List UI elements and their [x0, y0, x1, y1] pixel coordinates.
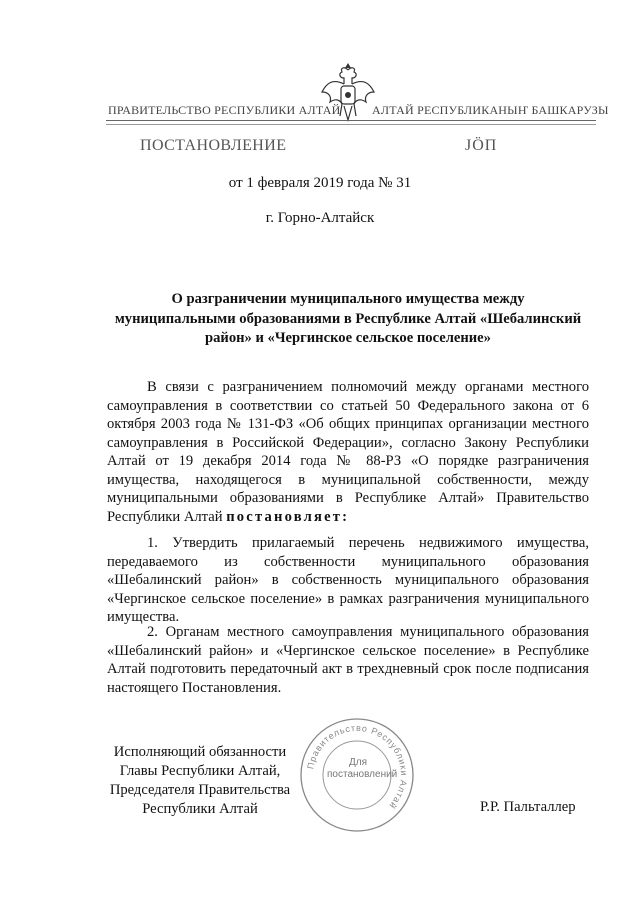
resolves-emphasis: постановляет:	[226, 508, 350, 525]
preamble-text: В связи с разграничением полномочий между органами местного самоуправления в соответствии со статьей 50 Федерального закона от 6 октября 2003 года № 131-ФЗ «Об общих принципах организации местного самоуправления в Российской Федерации», согласно Закону Республики Алтай от 19 декабря 2014 года № 88-РЗ «О порядке разграничения имущества, находящегося в муниципальной собственности, между муниципальными образованиями в Республике Алтай» Правительство Республики Алтай	[107, 379, 589, 525]
signer-name: Р.Р. Пальталлер	[480, 799, 576, 815]
government-name-russian: ПРАВИТЕЛЬСТВО РЕСПУБЛИКИ АЛТАЙ	[108, 103, 341, 117]
clause-2: 2. Органам местного самоуправления муниципального образования «Шебалинский район» и «Чергинское сельское поселение» в Республике Алтай подготовить передаточный акт в трехдневный срок после подписания настоящего Постановления.	[107, 624, 589, 696]
document-type-altai: ЈӦП	[465, 137, 498, 154]
document-title: О разграничении муниципального имущества между муниципальными образованиями в Республике Алтай «Шебалинский район» и «Чергинское сельское поселение»	[114, 291, 582, 346]
signatory-line-4: Республики Алтай	[142, 801, 258, 817]
header-divider-thin	[106, 124, 596, 125]
header-divider	[106, 120, 596, 121]
preamble-paragraph	[107, 378, 589, 526]
government-name-altai: АЛТАЙ РЕСПУБЛИКАНЫҤ БАШКАРУЗЫ	[372, 103, 609, 117]
stamp-center-line-1: Для	[348, 757, 368, 768]
document-date: от 1 февраля 2019 года № 31	[228, 175, 412, 191]
clause-1: 1. Утвердить прилагаемый перечень недвижимого имущества, передаваемого из собственности муниципального образования «Шебалинский район» в собственность муниципального образования «Чергинское сельское поселение» в рамках разграничения муниципального имущества.	[107, 535, 589, 625]
signatory-position	[95, 743, 305, 819]
signatory-line-2: Главы Республики Алтай,	[119, 763, 281, 779]
stamp-center-line-2: постановлений	[327, 769, 398, 780]
document-city: г. Горно-Алтайск	[265, 210, 375, 226]
signatory-line-3: Председателя Правительства	[109, 782, 291, 798]
document-type: ПОСТАНОВЛЕНИЕ	[140, 137, 287, 154]
signatory-line-1: Исполняющий обязанности	[113, 744, 287, 760]
stamp-center-text	[327, 757, 398, 781]
stamp-ring-text: Правительство Республики Алтай	[305, 722, 410, 811]
